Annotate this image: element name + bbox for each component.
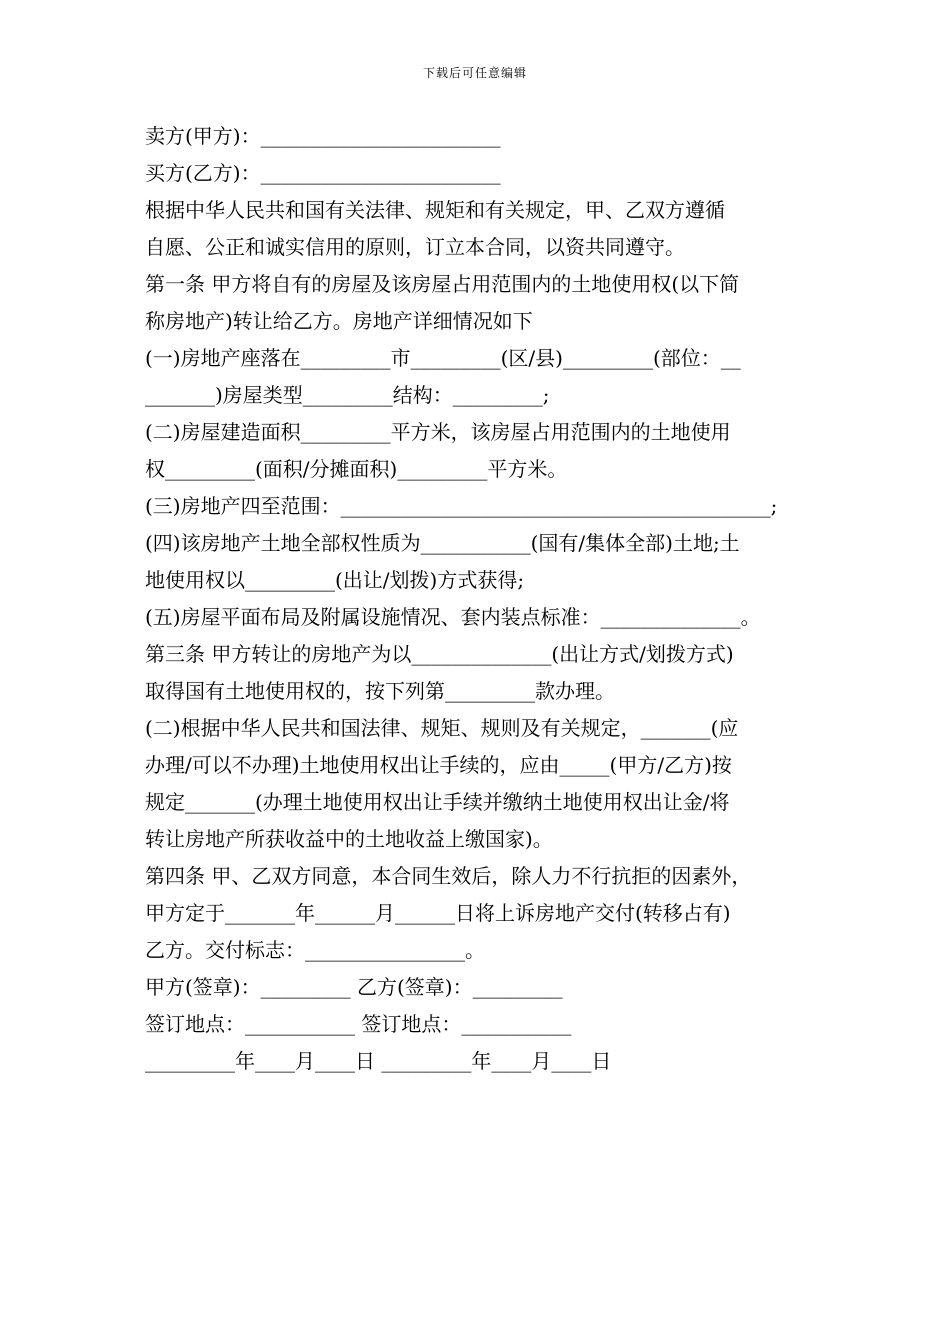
item-5-line: (五)房屋平面布局及附属设施情况、套内装点标准：______________。 — [145, 605, 761, 629]
sub-item-2-line-3: 规定_______(办理土地使用权出让手续并缴纳土地使用权出让金/将 — [145, 790, 730, 814]
item-3-line: (三)房地产四至范围：___________________________________________; — [145, 494, 778, 518]
item-2-line-1: (二)房屋建造面积_________平方米，该房屋占用范围内的土地使用 — [145, 420, 731, 444]
item-2-line-2: 权_________(面积/分摊面积)_________平方米。 — [145, 457, 568, 481]
item-4-line-2: 地使用权以_________(出让/划拨)方式获得; — [145, 568, 525, 592]
sub-item-2-line-4: 转让房地产所获收益中的土地收益上缴国家)。 — [145, 827, 553, 851]
contract-body — [145, 118, 815, 1080]
item-4-line-1: (四)该房地产土地全部权性质为___________(国有/集体全部)土地;土 — [145, 531, 740, 555]
item-1-line-1: (一)房地产座落在_________市_________(区/县)_________(部位：__ — [145, 346, 741, 370]
article-3-line-1: 第三条 甲方转让的房地产为以______________(出让方式/划拨方式) — [145, 642, 734, 666]
preamble-line-1: 根据中华人民共和国有关法律、规矩和有关规定，甲、乙双方遵循 — [145, 198, 725, 222]
preamble-line-2: 自愿、公正和诚实信用的原则，订立本合同，以资共同遵守。 — [145, 235, 685, 259]
signing-location-line: 签订地点：___________ 签订地点：___________ — [145, 1012, 572, 1036]
article-3-line-2: 取得国有土地使用权的，按下列第_________款办理。 — [145, 679, 615, 703]
sub-item-2-line-1: (二)根据中华人民共和国法律、规矩、规则及有关规定，_______(应 — [145, 716, 739, 740]
sub-item-2-line-2: 办理/可以不办理)土地使用权出让手续的，应由_____(甲方/乙方)按 — [145, 753, 732, 777]
article-4-line-3: 乙方。交付标志：________________。 — [145, 938, 485, 962]
signing-date-line: _________年____月____日 _________年____月____日 — [145, 1049, 612, 1073]
item-1-line-2: _______)房屋类型_________结构：_________; — [145, 383, 550, 407]
signature-line: 甲方(签章)：_________ 乙方(签章)：_________ — [145, 975, 563, 999]
page-header-note: 下载后可任意编辑 — [422, 66, 527, 80]
buyer-party-line: 买方(乙方)：________________________ — [145, 161, 501, 185]
seller-party-line: 卖方(甲方)：________________________ — [145, 124, 501, 148]
article-4-line-1: 第四条 甲、乙双方同意，本合同生效后，除人力不行抗拒的因素外， — [145, 864, 752, 888]
article-1-line-2: 称房地产)转让给乙方。房地产详细情况如下 — [145, 309, 533, 333]
article-4-line-2: 甲方定于_______年______月______日将上诉房地产交付(转移占有) — [145, 901, 731, 925]
article-1-line-1: 第一条 甲方将自有的房屋及该房屋占用范围内的土地使用权(以下简 — [145, 272, 740, 296]
